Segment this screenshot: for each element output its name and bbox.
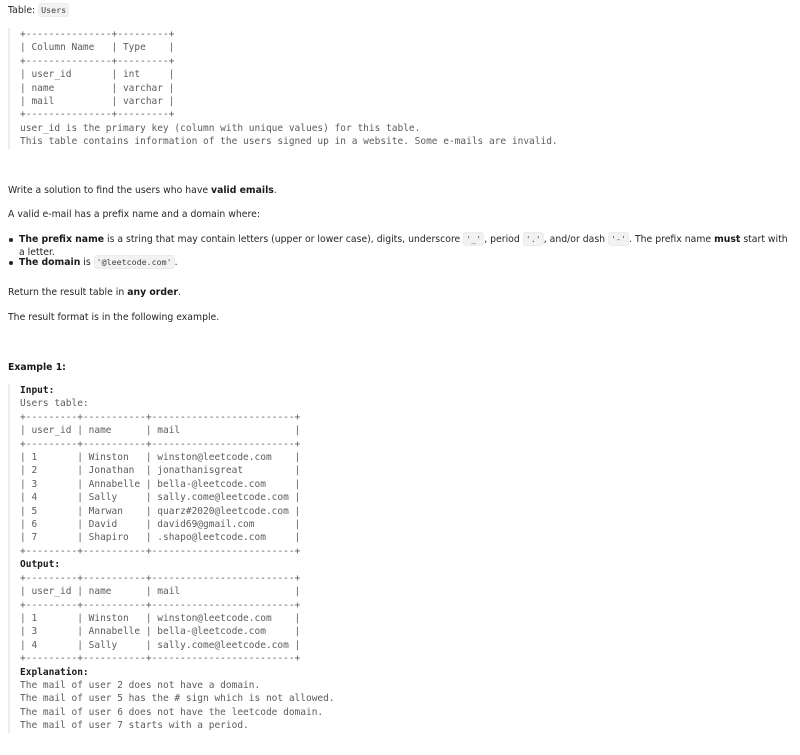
output-row: | 4 | Sally | sally.come@leetcode.com | <box>20 639 301 651</box>
output-row: | 1 | Winston | winston@leetcode.com | <box>20 612 301 624</box>
output-label: Output: <box>20 559 61 571</box>
table-name-code: Users <box>38 3 69 17</box>
input-table-header: | user_id | name | mail | <box>20 425 301 437</box>
explanation-line: The mail of user 5 has the # sign which is not allowed. <box>20 693 335 705</box>
order-paragraph: Return the result table in any order. <box>8 287 181 298</box>
valid-definition: A valid e-mail has a prefix name and a domain where: <box>8 209 260 220</box>
input-row: | 7 | Shapiro | .shapo@leetcode.com | <box>20 532 301 544</box>
schema-row: | user_id | int | <box>20 69 175 81</box>
schema-note: user_id is the primary key (column with unique values) for this table. <box>20 122 421 134</box>
rule-domain: The domain is '@leetcode.com' . <box>8 256 788 279</box>
schema-row: | mail | varchar | <box>20 96 175 108</box>
explanation-line: The mail of user 2 does not have a domain. <box>20 679 261 691</box>
input-row: | 3 | Annabelle | bella-@leetcode.com | <box>20 478 301 490</box>
output-table-header: | user_id | name | mail | <box>20 586 301 598</box>
intro-paragraph: Write a solution to find the users who have valid emails. <box>8 185 277 196</box>
input-row: | 2 | Jonathan | jonathanisgreat | <box>20 465 301 477</box>
example-block: Input: Users table: +---------+-----------+-------------------------+ | user_id | name | mail | +---------+-----------+-------------------------+ | 1 | Winston | winston@leetcode.com | | 2 | Jonathan | jonathanisgreat | | 3 | Annabelle | bella-@leetcode.com | | 4 | Sally | sally.come@leetcode.com | | 5 | Marwan | quarz#2020@leetcode.com | | 6 | David | david69@gmail.com | | 7 | Shapiro | .shapo@leetcode.com | +---------+-----------+-------------------------+ Output: +---------+-----------+-------------------------+ | user_id | name | mail | +---------+-----------+-------------------------+ | 1 | Winston | winston@leetcode.com | | 3 | Annabelle | bella-@leetcode.com | | 4 | Sally | sally.come@leetcode.com | +---------+-----------+-------------------------+ Explanation: The mail of user 2 does not have a domain. The mail of user 5 has the # sign which is not allowed. The mail of user 6 does not have the leetcode domain. The mail of user 7 starts with a period. <box>8 384 335 733</box>
explanation-label: Explanation: <box>20 666 89 678</box>
input-row: | 5 | Marwan | quarz#2020@leetcode.com | <box>20 505 301 517</box>
format-note: The result format is in the following example. <box>8 312 220 323</box>
schema-border-bottom: +---------------+---------+ <box>20 109 175 121</box>
example-title: Example 1: <box>8 362 66 373</box>
rules-list <box>8 233 788 279</box>
schema-border-mid: +---------------+---------+ <box>20 55 175 67</box>
schema-note: This table contains information of the users signed up in a website. Some e-mails are invalid. <box>20 136 558 148</box>
rule-prefix-name: The prefix name is a string that may contain letters (upper or lower case), digits, underscore '_' , period '.' , and/or dash '-' . The prefix name must start with a letter. <box>8 233 788 256</box>
schema-header: | Column Name | Type | <box>20 42 175 54</box>
input-row: | 6 | David | david69@gmail.com | <box>20 519 301 531</box>
input-row: | 4 | Sally | sally.come@leetcode.com | <box>20 492 301 504</box>
explanation-line: The mail of user 7 starts with a period. <box>20 720 249 732</box>
input-row: | 1 | Winston | winston@leetcode.com | <box>20 452 301 464</box>
output-row: | 3 | Annabelle | bella-@leetcode.com | <box>20 626 301 638</box>
schema-border-top: +---------------+---------+ <box>20 29 175 40</box>
explanation-line: The mail of user 6 does not have the leetcode domain. <box>20 706 324 718</box>
input-label: Input: <box>20 385 55 396</box>
schema-row: | name | varchar | <box>20 82 175 94</box>
table-label: Table: Users <box>8 4 69 17</box>
input-table-caption: Users table: <box>20 398 89 410</box>
schema-block <box>8 28 558 149</box>
